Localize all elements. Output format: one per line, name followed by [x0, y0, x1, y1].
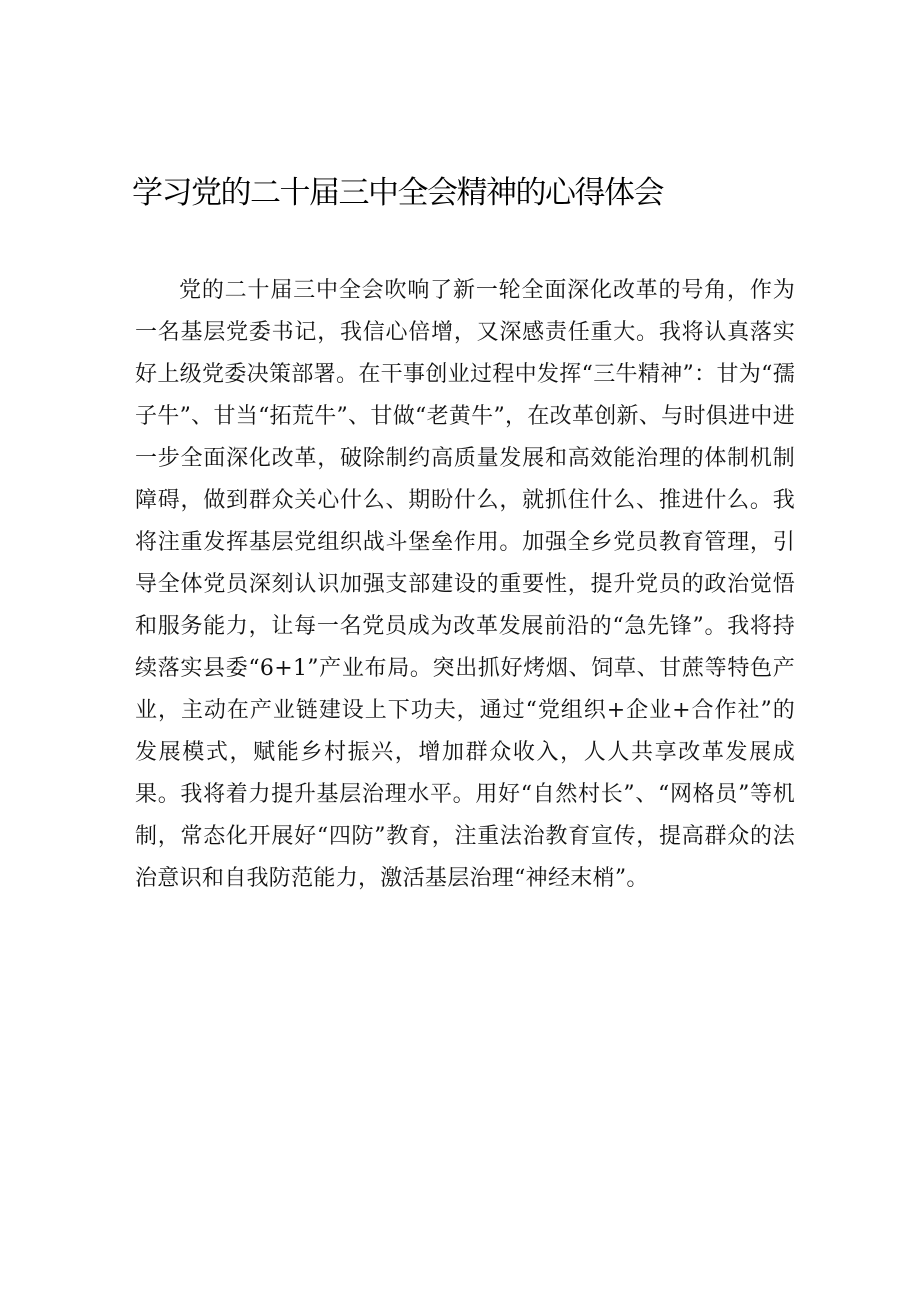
body-paragraph: 党的二十届三中全会吹响了新一轮全面深化改革的号角，作为一名基层党委书记，我信心倍增，又深感责任重大。我将认真落实好上级党委决策部署。在干事创业过程中发挥“三牛精神”：甘为“孺子牛”、甘当“拓荒牛”、甘做“老黄牛”，在改革创新、与时俱进中进一步全面深化改革，破除制约高质量发展和高效能治理的体制机制障碍，做到群众关心什么、期盼什么，就抓住什么、推进什么。我将注重发挥基层党组织战斗堡垒作用。加强全乡党员教育管理，引导全体党员深刻认识加强支部建设的重要性，提升党员的政治觉悟和服务能力，让每一名党员成为改革发展前沿的“急先锋”。我将持续落实县委“6+1”产业布局。突出抓好烤烟、饲草、甘蔗等特色产业，主动在产业链建设上下功夫，通过“党组织+企业+合作社”的发展模式，赋能乡村振兴，增加群众收入，人人共享改革发展成果。我将着力提升基层治理水平。用好“自然村长”、“网格员”等机制，常态化开展好“四防”教育，注重法治教育宣传，提高群众的法治意识和自我防范能力，激活基层治理“神经末梢”。 [135, 278, 795, 891]
document-title: 学习党的二十届三中全会精神的心得体会 [132, 175, 663, 211]
